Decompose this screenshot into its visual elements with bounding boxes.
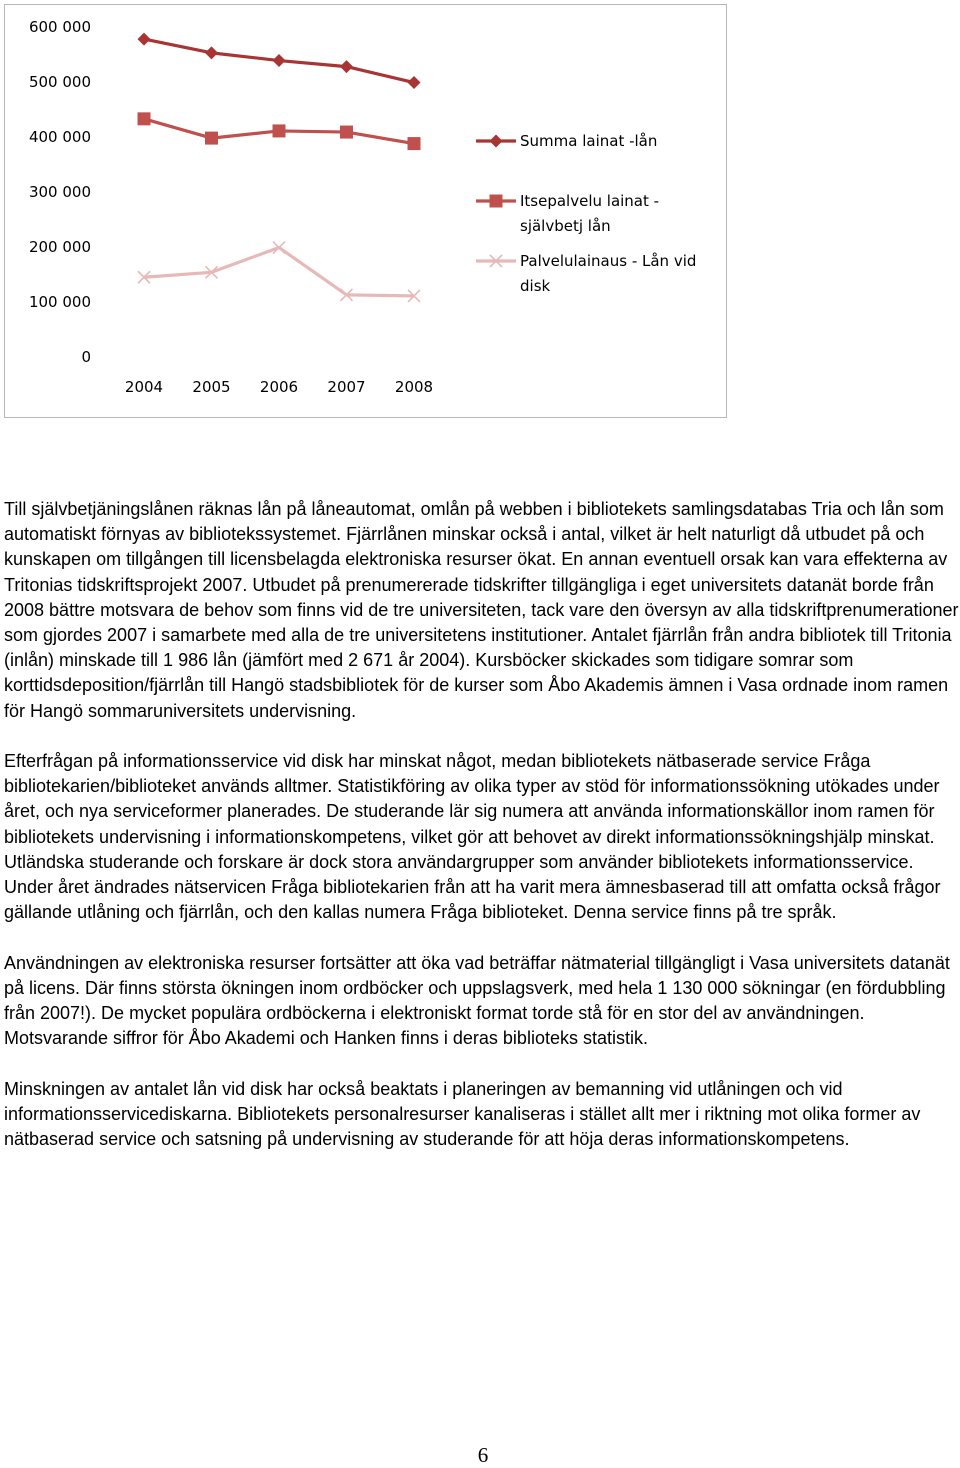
- y-tick-label: 100 000: [28, 293, 91, 311]
- chart-frame: [4, 4, 727, 418]
- y-tick-label: 300 000: [28, 183, 91, 201]
- y-tick-label: 400 000: [28, 128, 91, 146]
- data-point-series-2: [273, 124, 286, 137]
- paragraph-4: Minskningen av antalet lån vid disk har också beaktats i planeringen av bemanning vid utlåningen och vid informationsservicediskarna. Bibliotekets personalresurser kanaliseras i stället allt mer i riktning mot olika former av nätbaserad service och satsning på undervisning av studerande för att höja deras informationskompetens.: [4, 1078, 921, 1150]
- legend-swatch-marker: [490, 135, 503, 148]
- data-point-series-1: [340, 60, 353, 73]
- line-chart: [5, 5, 728, 419]
- data-point-series-2: [138, 112, 151, 125]
- data-point-series-1: [408, 76, 421, 89]
- data-point-series-2: [205, 132, 218, 145]
- y-tick-label: 600 000: [28, 18, 91, 36]
- y-tick-label: 0: [81, 348, 91, 366]
- legend-label: disk: [520, 277, 551, 295]
- x-tick-label: 2005: [192, 378, 231, 396]
- legend-label: Palvelulainaus - Lån vid: [520, 252, 697, 270]
- x-tick-label: 2006: [259, 378, 299, 396]
- body-text: [4, 497, 960, 1177]
- y-tick-label: 200 000: [28, 238, 91, 256]
- legend-label: Itsepalvelu lainat -: [520, 192, 660, 210]
- x-tick-label: 2008: [394, 378, 434, 396]
- page-number: 6: [477, 1443, 489, 1467]
- paragraph-3: Användningen av elektroniska resurser fortsätter att öka vad beträffar nätmaterial tillgängligt i Vasa universitets datanät på licens. Där finns största ökningen inom ordböcker och uppslagsverk, med hela 1 130 000 sökningar (en fördubbling från 2007!). De mycket populära ordböckerna i elektroniskt format torde stå för en stor del av användningen. Motsvarande siffror för Åbo Akademi och Hanken finns i deras biblioteks statistik.: [4, 952, 950, 1049]
- data-point-series-2: [408, 137, 421, 150]
- x-tick-label: 2007: [327, 378, 366, 396]
- legend-label: självbetj lån: [520, 217, 611, 235]
- data-point-series-1: [273, 54, 286, 67]
- paragraph-2: Efterfrågan på informationsservice vid disk har minskat något, medan bibliotekets nätbaserade service Fråga bibliotekarien/biblioteket används alltmer. Statistikföring av olika typer av stöd för informationssökning utökades under året, och nya serviceformer planerades. De studerande lär sig numera att använda informationskällor inom ramen för bibliotekets undervisning i informationskompetens, vilket gör att behovet av direkt informationssökningshjälp minskat. Utländska studerande och forskare är dock stora användargrupper som använder bibliotekets informationsservice. Under året ändrades nätservicen Fråga bibliotekarien från att ha varit mera ämnesbaserad till att omfatta också frågor gällande utlåning och fjärrlån, och den kallas numera Fråga biblioteket. Denna service finns på tre språk.: [4, 751, 941, 923]
- paragraph-1: Till självbetjäningslånen räknas lån på låneautomat, omlån på webben i bibliotekets samlingsdatabas Tria och lån som automatiskt förnyas av bibliotekssystemet. Fjärrlånen minskar också i antal, vilket är helt naturligt då utbudet på och kunskapen om tillgången till licensbelagda elektroniska resurser ökat. En annan eventuell orsak kan vara effekterna av Tritonias tidskriftsprojekt 2007. Utbudet på prenumererade tidskrifter tillgängliga i eget universitets datanät borde från 2008 bättre motsvara de behov som finns vid de tre universiteten, tack vare den översyn av alla tidskriftprenumerationer som gjordes 2007 i samarbete med alla de tre universitetens institutioner. Antalet fjärrlån från andra bibliotek till Tritonia (inlån) minskade till 1 986 lån (jämfört med 2 671 år 2004). Kursböcker skickades som tidigare somrar som korttidsdeposition/fjärrlån till Hangö stadsbibliotek för de kurser som Åbo Akademis ämnen i Vasa ordnade inom ramen för Hangö sommaruniversitets undervisning.: [4, 499, 959, 721]
- data-point-series-1: [138, 33, 151, 46]
- y-tick-label: 500 000: [28, 73, 91, 91]
- series-line-3: [144, 248, 414, 296]
- x-tick-label: 2004: [124, 378, 164, 396]
- data-point-series-1: [205, 46, 218, 59]
- data-point-series-2: [340, 126, 353, 139]
- legend-swatch-marker: [490, 195, 503, 208]
- legend-label: Summa lainat -lån: [520, 132, 658, 150]
